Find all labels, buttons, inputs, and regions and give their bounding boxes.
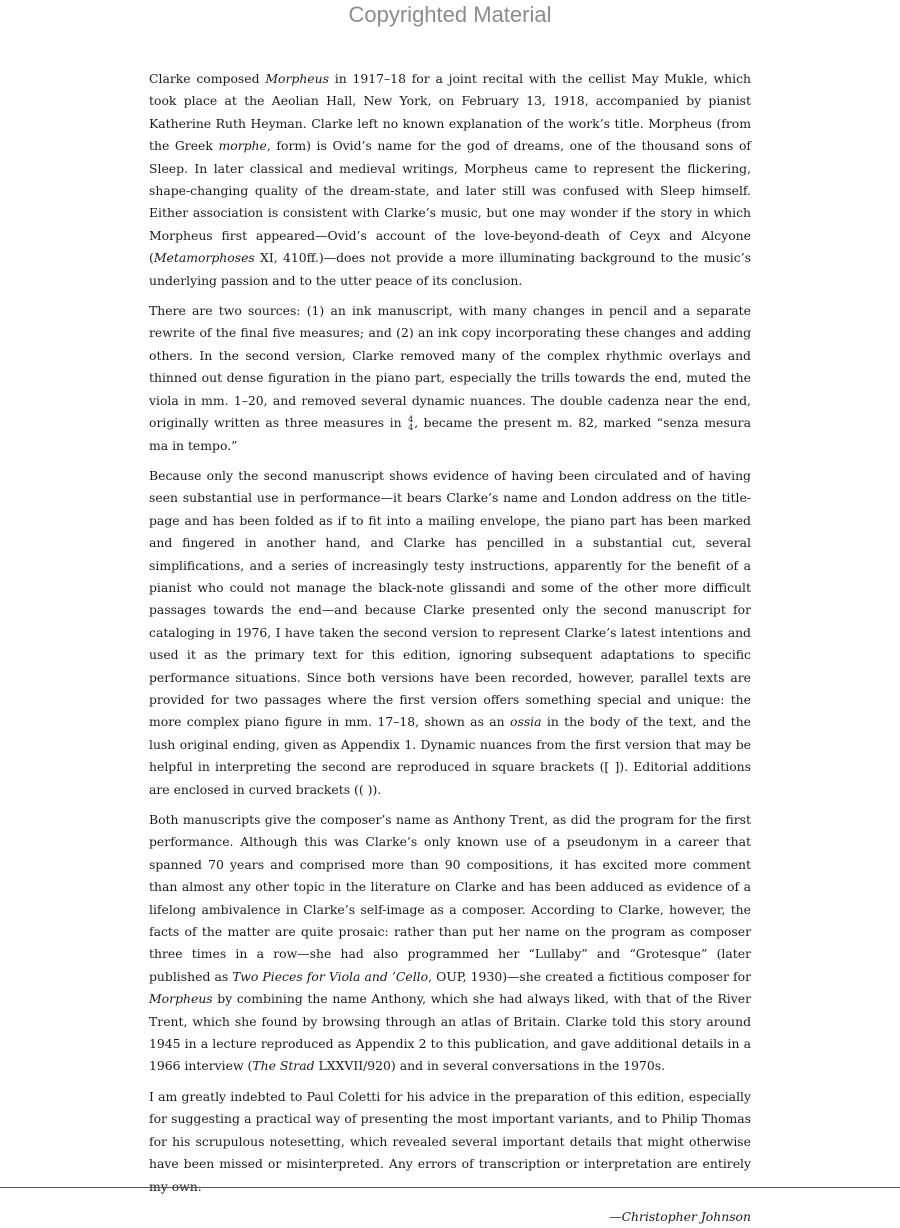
musical-term: ossia: [510, 714, 542, 730]
work-title: Morpheus: [265, 71, 329, 86]
time-signature: [408, 416, 413, 432]
text-run: , became the present m. 82, marked “senza mesura ma in tempo.”: [149, 415, 751, 453]
time-signature-numerator: 4: [408, 414, 414, 424]
text-run: , OUP, 1930)—she created a fictitious composer for: [428, 968, 751, 984]
preface-text: [149, 68, 751, 1228]
page-bottom-rule: [0, 1187, 900, 1188]
text-run: , form) is Ovid’s name for the god of dreams, one of the thousand sons of Sleep. In later classical and medieval writings, Morpheus came to represent the flickering, shape-changing quality of the dream-state, and later still was confused with Sleep himself. Either association is consistent with Clarke’s music, but one may wonder if the story in which Morpheus first appeared—Ovid’s account of the love-beyond-death of Ceyx and Alcyone (: [149, 138, 751, 266]
text-run: I am greatly indebted to Paul Coletti for his advice in the preparation of this edition, especially for suggesting a practical way of presenting the most important variants, and to Philip Thomas for his scrupulous notesetting, which revealed several important details that might otherwise have been missed or misinterpreted. Any errors of transcription or interpretation are entirely my own.: [149, 1088, 751, 1194]
work-title: Morpheus: [149, 991, 213, 1007]
text-run: Both manuscripts give the composer’s name as Anthony Trent, as did the program for the first performance. Although this was Clarke’s only known use of a pseudonym in a career that spanned 70 years and comprised more than 90 compositions, it has excited more comment than almost any other topic in the literature on Clarke and has been adduced as evidence of a lifelong ambivalence in Clarke’s self-image as a composer. According to Clarke, however, the facts of the matter are quite prosaic: rather than put her name on the program as composer three times in a row—she had also programmed her “Lullaby” and “Grotesque” (later published as: [149, 812, 751, 984]
text-run: XI, 410ff.)—does not provide a more illuminating background to the music’s underlying passion and to the utter peace of its conclusion.: [149, 250, 751, 288]
text-run: Because only the second manuscript shows evidence of having been circulated and of having seen substantial use in performance—it bears Clarke’s name and London address on the title-page and has been folded as if to fit into a mailing envelope, the piano part has been marked and fingered in another hand, and Clarke has pencilled in a substantial cut, several simplifications, and a series of increasingly testy instructions, apparently for the benefit of a pianist who could not manage the black-note glissandi and some of the other more difficult passages towards the end—and because Clarke presented only the second manuscript for cataloging in 1976, I have taken the second version to represent Clarke’s latest intentions and used it as the primary text for this edition, ignoring subsequent adaptations to specific performance situations. Since both versions have been recorded, however, parallel texts are provided for two passages where the first version offers something special and unique: the more complex piano figure in mm. 17–18, shown as an: [149, 467, 751, 730]
paragraph-composition-history: [149, 68, 751, 292]
paragraph-sources: [149, 300, 751, 457]
paragraph-acknowledgments: [149, 1086, 751, 1198]
author-signature: —Christopher Johnson: [609, 1208, 751, 1224]
text-run: in 1917–18 for a joint recital with the cellist May Mukle, which took place at the Aeolian Hall, New York, on February 13, 1918, accompanied by pianist Katherine Ruth Heyman. Clarke left no known explanation of the work’s title. Morpheus (from the Greek: [149, 71, 751, 154]
paragraph-pseudonym: [149, 809, 751, 1078]
text-run: LXXVII/920) and in several conversations in the 1970s.: [314, 1058, 666, 1074]
publication-title: The Strad: [252, 1058, 315, 1074]
greek-term: morphe: [218, 138, 267, 154]
text-run: in the body of the text, and the lush original ending, given as Appendix 1. Dynamic nuances from the first version that may be helpful in interpreting the second are reproduced in square brackets ([ ]). Editorial additions are enclosed in curved brackets (( )).: [149, 714, 752, 797]
time-signature-denominator: 4: [408, 422, 414, 432]
work-title: Metamorphoses: [153, 250, 255, 266]
copyright-watermark: Copyrighted Material: [348, 2, 552, 27]
text-run: Clarke composed: [149, 71, 266, 86]
text-run: by combining the name Anthony, which she had always liked, with that of the River Trent, which she found by browsing through an atlas of Britain. Clarke told this story around 1945 in a lecture reproduced as Appendix 2 to this publication, and gave additional details in a 1966 interview (: [149, 991, 751, 1074]
text-run: There are two sources: (1) an ink manuscript, with many changes in pencil and a separate rewrite of the final five measures; and (2) an ink copy incorporating these changes and adding others. In the second version, Clarke removed many of the complex rhythmic overlays and thinned out dense figuration in the piano part, especially the trills towards the end, muted the viola in mm. 1–20, and removed several dynamic nuances. The double cadenza near the end, originally written as three measures in: [149, 303, 751, 431]
paragraph-editorial-method: [149, 465, 751, 801]
work-title: Two Pieces for Viola and ’Cello: [232, 968, 429, 984]
